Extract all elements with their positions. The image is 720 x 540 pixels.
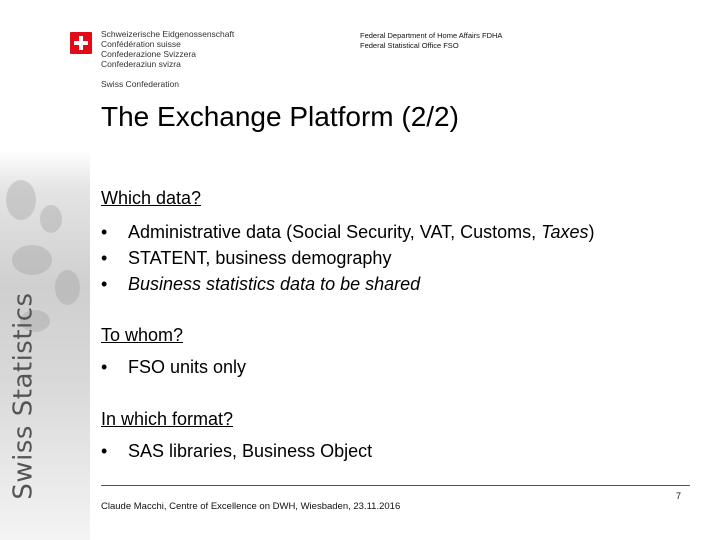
section-heading-to-whom: To whom? [101, 325, 184, 345]
section-heading-which-data: Which data? [101, 188, 202, 208]
footer-text: Claude Macchi, Centre of Excellence on DWH, Wiesbaden, 23.11.2016 [101, 501, 401, 512]
bullet-list-which-data [101, 219, 595, 297]
bullet-marker: • [101, 248, 108, 268]
swiss-cross-icon [70, 32, 92, 54]
swiss-confederation-label: Swiss Confederation [101, 79, 179, 89]
bullet-text: SAS libraries, Business Object [128, 441, 373, 461]
bullet-marker: • [101, 222, 108, 242]
bullet-text-tail: ) [588, 222, 595, 242]
list-item [101, 271, 595, 297]
department-name: Federal Department of Home Affairs FDHA [360, 31, 503, 40]
bullet-text: Administrative data (Social Security, VAT, Customs, [128, 222, 542, 242]
bullet-text-italic: Taxes [541, 222, 589, 242]
bullet-text: STATENT, business demography [128, 248, 392, 268]
bullet-list-format [101, 438, 372, 464]
confederation-line: Schweizerische Eidgenossenschaft [101, 29, 235, 39]
confederation-line: Confédération suisse [101, 39, 181, 49]
bullet-marker: • [101, 274, 108, 294]
confederation-line: Confederazione Svizzera [101, 49, 196, 59]
slide-title: The Exchange Platform (2/2) [101, 101, 459, 132]
list-item [101, 438, 372, 464]
footer-divider [101, 485, 690, 486]
list-item [101, 354, 246, 380]
section-heading-format: In which format? [101, 409, 234, 429]
list-item [101, 245, 595, 271]
bullet-marker: • [101, 357, 108, 377]
bullet-text: FSO units only [128, 357, 247, 377]
confederation-line: Confederaziun svizra [101, 59, 181, 69]
department-block [360, 31, 502, 51]
list-item [101, 219, 595, 245]
office-name: Federal Statistical Office FSO [360, 41, 459, 50]
page-number: 7 [676, 491, 682, 501]
bullet-text-italic: Business statistics data to be shared [128, 274, 421, 294]
sidebar-label: Swiss Statistics [9, 291, 40, 500]
confederation-block [101, 29, 234, 89]
bullet-list-to-whom [101, 354, 246, 380]
bullet-marker: • [101, 441, 108, 461]
